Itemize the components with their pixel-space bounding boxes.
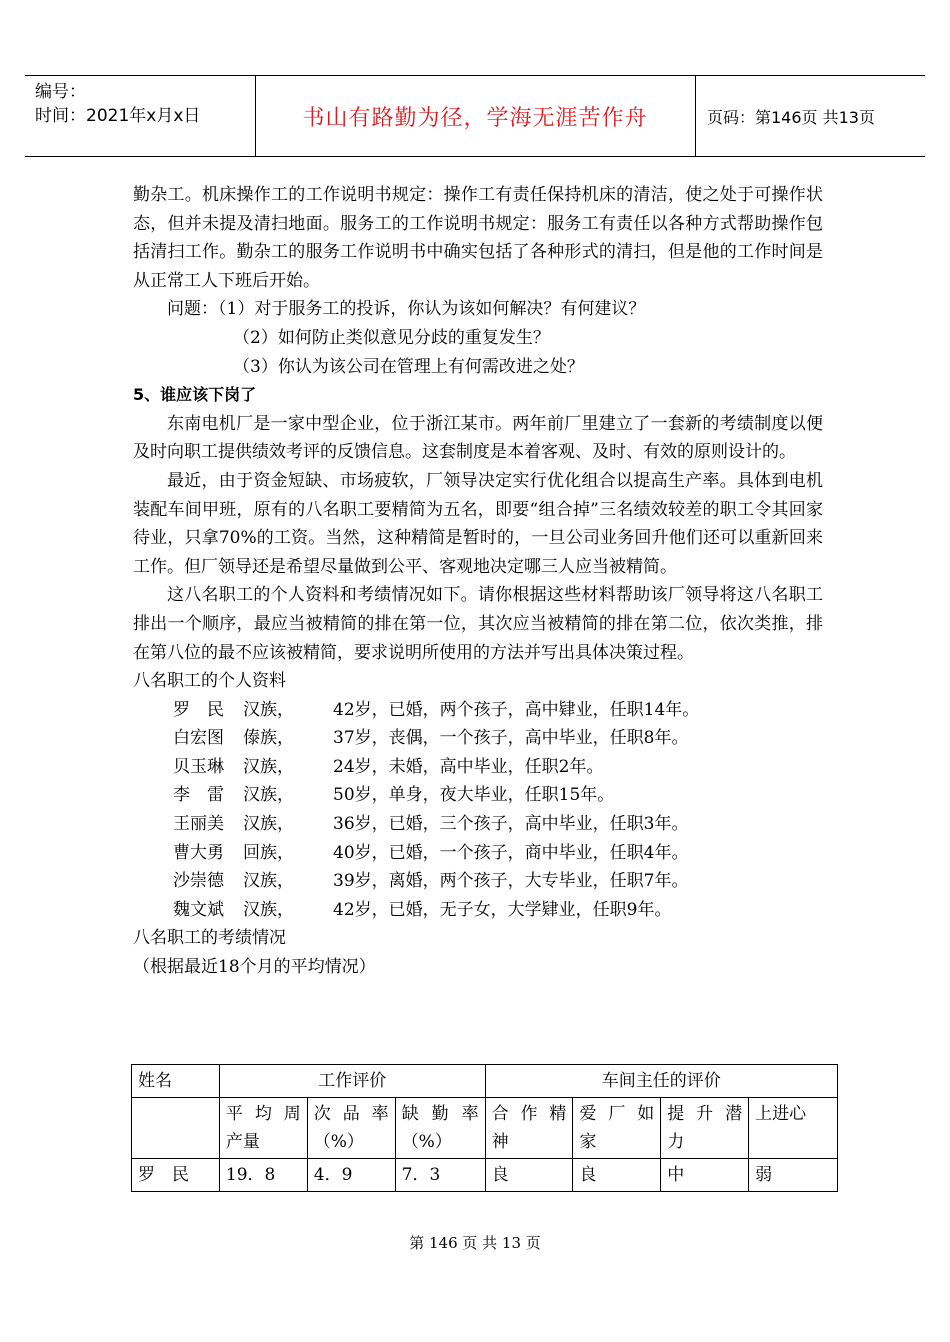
person-info: 50岁，单身，夜大毕业，任职15年。 (333, 785, 615, 806)
table-subheader-row (132, 1098, 838, 1159)
section-title: 5、谁应该下岗了 (133, 385, 257, 405)
paragraph: 东南电机厂是一家中型企业，位于浙江某市。两年前厂里建立了一套新的考绩制度以便及时向职工提供绩效考评的反馈信息。这套制度是本着客观、及时、有效的原则设计的。 (133, 413, 823, 463)
col-potential: 提升潜 力 (661, 1098, 749, 1159)
person-ethnicity: 汉族， (243, 756, 294, 777)
time-label: 时间：2021年x月x日 (35, 106, 201, 126)
person-info: 37岁，丧偶，一个孩子，高中毕业，任职8年。 (333, 728, 689, 749)
page-footer: 第 146 页 共 13 页 (409, 1234, 541, 1252)
person-row (133, 753, 823, 782)
person-name: 沙崇德 (173, 871, 224, 892)
cell-ambition: 弱 (749, 1159, 838, 1192)
table-header-row (132, 1065, 838, 1098)
person-name: 贝玉琳 (173, 756, 224, 777)
motto: 书山有路勤为径，学海无涯苦作舟 (255, 76, 696, 156)
col-ambition: 上进心 (749, 1098, 838, 1159)
person-info: 39岁，离婚，两个孩子，大专毕业，任职7年。 (333, 871, 689, 892)
person-row (133, 839, 823, 868)
person-ethnicity: 回族， (243, 842, 294, 863)
person-ethnicity: 汉族， (243, 899, 294, 920)
person-info: 40岁，已婚，一个孩子，商中毕业，任职4年。 (333, 842, 689, 863)
col-defect: 次品率 （%） (307, 1098, 395, 1159)
number-label: 编号： (35, 82, 86, 102)
person-row (133, 810, 823, 839)
header-manager-eval: 车间主任的评价 (485, 1065, 837, 1098)
profile-title: 八名职工的个人资料 (133, 671, 286, 692)
perf-title: 八名职工的考绩情况 (133, 928, 286, 949)
person-row (133, 896, 823, 925)
question-3: （3）你认为该公司在管理上有何需改进之处？ (233, 356, 584, 377)
person-name: 魏文斌 (173, 899, 224, 920)
person-info: 24岁，未婚，高中毕业，任职2年。 (333, 756, 604, 777)
page-label: 页码：第146页 共13页 (707, 107, 875, 127)
cell-name: 罗 民 (132, 1159, 220, 1192)
cell-coop: 良 (485, 1159, 573, 1192)
question-1: 问题：（1）对于服务工的投诉，你认为该如何解决？有何建议？ (167, 299, 646, 320)
paragraph: 这八名职工的个人资料和考绩情况如下。请你根据这些材料帮助该厂领导将这八名职工排出一个顺序，最应当被精简的排在第一位，其次应当被精简的排在第二位，依次类推，排在第八位的最不应该被精简，要求说明所使用的方法并写出具体决策过程。 (133, 585, 823, 663)
person-name: 李 雷 (173, 785, 224, 806)
empty-cell (132, 1098, 220, 1159)
col-loyalty: 爱厂如 家 (573, 1098, 661, 1159)
person-info: 36岁，已婚，三个孩子，高中毕业，任职3年。 (333, 814, 689, 835)
person-row (133, 696, 823, 725)
col-absence: 缺勤率 （%） (395, 1098, 485, 1159)
header-name: 姓名 (132, 1065, 220, 1098)
performance-table (131, 1064, 838, 1192)
person-info: 42岁，已婚，两个孩子，高中肄业，任职14年。 (333, 699, 700, 720)
question-2: （2）如何防止类似意见分歧的重复发生？ (233, 327, 550, 348)
person-name: 白宏图 (173, 728, 224, 749)
person-ethnicity: 汉族， (243, 814, 294, 835)
document-body (133, 181, 823, 982)
person-name: 罗 民 (173, 699, 224, 720)
person-name: 王丽美 (173, 814, 224, 835)
paragraph: 最近，由于资金短缺、市场疲软，厂领导决定实行优化组合以提高生产率。具体到电机装配车间甲班，原有的八名职工要精简为五名，即要“组合掉”三名绩效较差的职工令其回家待业，只拿70%的工资。当然，这种精简是暂时的，一旦公司业务回升他们还可以重新回来工作。但厂领导还是希望尽量做到公平、客观地决定哪三人应当被精简。 (133, 470, 823, 577)
paragraph: 勤杂工。机床操作工的工作说明书规定：操作工有责任保持机床的清洁，使之处于可操作状态，但并未提及清扫地面。服务工的工作说明书规定：服务工有责任以各种方式帮助操作包括清扫工作。勤杂工的服务工作说明书中确实包括了各种形式的清扫，但是他的工作时间是从正常工人下班后开始。 (133, 185, 823, 291)
person-name: 曹大勇 (173, 842, 224, 863)
cell-loyalty: 良 (573, 1159, 661, 1192)
person-row (133, 724, 823, 753)
person-ethnicity: 汉族， (243, 871, 294, 892)
col-output: 平均周 产量 (219, 1098, 307, 1159)
person-ethnicity: 汉族， (243, 699, 294, 720)
cell-defect: 4．9 (307, 1159, 395, 1192)
header-left-cell (25, 76, 256, 156)
perf-subtitle: （根据最近18个月的平均情况） (133, 957, 376, 978)
cell-absence: 7．3 (395, 1159, 485, 1192)
person-ethnicity: 汉族， (243, 785, 294, 806)
header-work-eval: 工作评价 (219, 1065, 485, 1098)
person-row (133, 781, 823, 810)
person-row (133, 867, 823, 896)
person-ethnicity: 傣族， (243, 728, 294, 749)
page-header (25, 75, 925, 157)
col-coop: 合作精 神 (485, 1098, 573, 1159)
cell-potential: 中 (661, 1159, 749, 1192)
person-info: 42岁，已婚，无子女，大学肄业，任职9年。 (333, 899, 672, 920)
cell-output: 19．8 (219, 1159, 307, 1192)
table-row (132, 1159, 838, 1192)
